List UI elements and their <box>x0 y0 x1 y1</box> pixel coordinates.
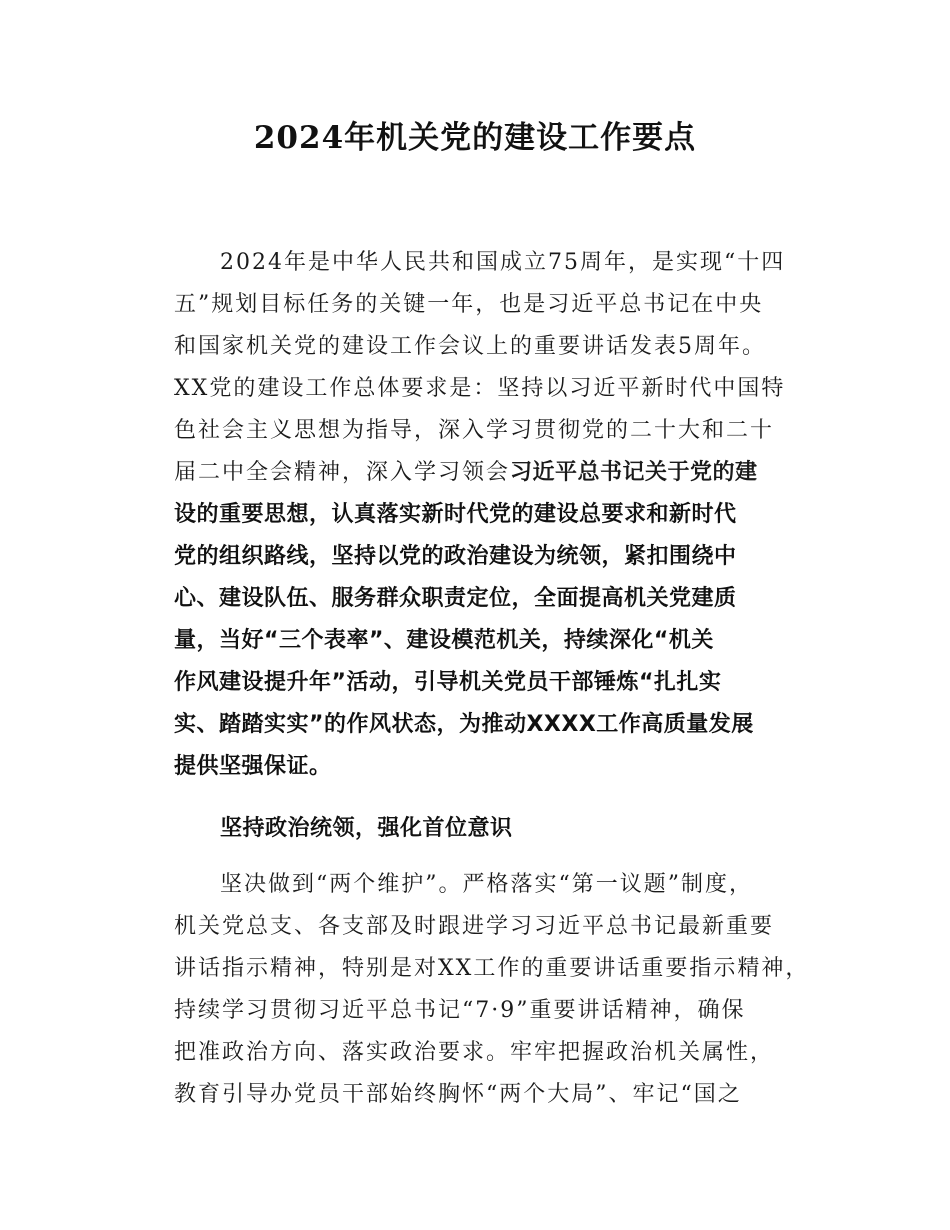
intro-line-4: XX党的建设工作总体要求是：坚持以习近平新时代中国特 <box>174 376 786 401</box>
bold-line-5: 作风建设提升年”活动，引导机关党员干部锤炼“扎扎实 <box>174 670 722 695</box>
intro-line-1: 2024年是中华人民共和国成立75周年，是实现“十四 <box>220 250 786 275</box>
intro-line-5: 色社会主义思想为指导，深入学习贯彻党的二十大和二十 <box>174 418 775 443</box>
section-line-5: 把准政治方向、落实政治要求。牢牢把握政治机关属性， <box>174 1040 775 1065</box>
document-title: 2024年机关党的建设工作要点 <box>253 120 697 156</box>
bold-line-2: 党的组织路线，坚持以党的政治建设为统领，紧扣围绕中 <box>174 544 737 569</box>
bold-line-1: 设的重要思想，认真落实新时代党的建设总要求和新时代 <box>174 502 737 527</box>
bold-line-3: 心、建设队伍、服务群众职责定位，全面提高机关党建质 <box>174 586 737 611</box>
bold-line-7: 提供坚强保证。 <box>174 754 332 779</box>
intro-line-3: 和国家机关党的建设工作会议上的重要讲话发表5周年。 <box>174 334 766 359</box>
intro-line-6-regular: 届二中全会精神，深入学习领会 <box>174 460 511 485</box>
intro-line-2: 五”规划目标任务的关键一年，也是习近平总书记在中央 <box>174 292 764 317</box>
section-line-1: 坚决做到“两个维护”。严格落实“第一议题”制度， <box>220 872 753 897</box>
section-line-4: 持续学习贯彻习近平总书记“7·9”重要讲话精神，确保 <box>174 998 746 1023</box>
section-heading: 坚持政治统领，强化首位意识 <box>220 816 513 841</box>
intro-line-6-bold: 习近平总书记关于党的建 <box>510 460 758 485</box>
bold-line-6: 实、踏踏实实”的作风状态，为推动XXXX工作高质量发展 <box>174 712 754 737</box>
section-line-3: 讲话指示精神，特别是对XX工作的重要讲话重要指示精神， <box>174 956 810 981</box>
bold-line-4: 量，当好“三个表率”、建设模范机关，持续深化“机关 <box>174 628 714 653</box>
section-line-6: 教育引导办党员干部始终胸怀“两个大局”、牢记“国之 <box>174 1082 742 1107</box>
intro-line-6 <box>174 458 758 488</box>
section-line-2: 机关党总支、各支部及时跟进学习习近平总书记最新重要 <box>174 914 775 939</box>
